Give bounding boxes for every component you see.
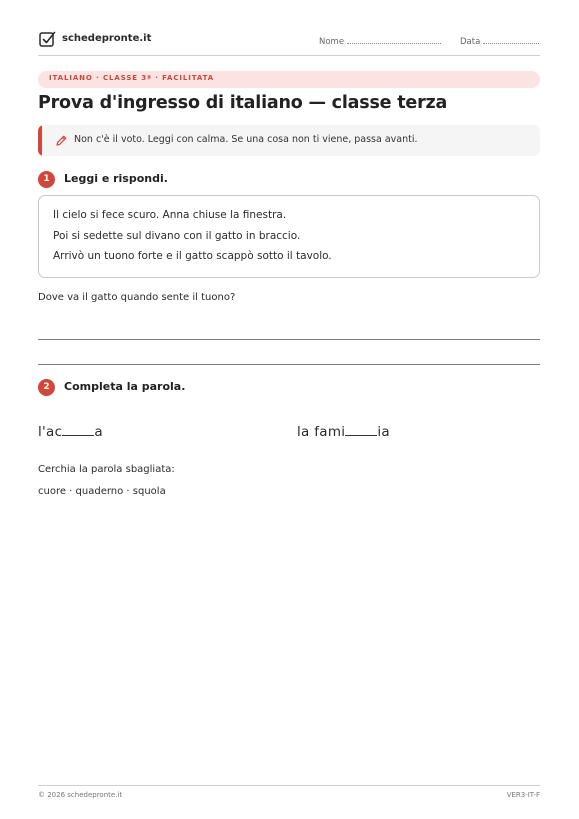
header-divider [38, 55, 540, 56]
section-1-number: 1 [38, 171, 55, 188]
note-accent-bar [38, 125, 42, 156]
reading-passage [38, 195, 540, 278]
note-text: Non c'è il voto. Leggi con calma. Se una cosa non ti viene, passa avanti. [74, 134, 418, 145]
footer-code: VER3-IT-F [506, 791, 540, 799]
section-1-title: Leggi e rispondi. [64, 172, 168, 185]
checkbox-logo-icon [39, 31, 56, 48]
brand-name: schedepronte.it [62, 33, 152, 44]
reading-line: Poi si sedette sul divano con il gatto in braccio. [53, 230, 301, 242]
circle-word-list[interactable]: cuore · quaderno · squola [38, 486, 166, 497]
fill-word-2-end: ia [377, 424, 390, 440]
name-field[interactable] [319, 35, 441, 47]
name-label: Nome [319, 37, 345, 47]
section-2-title: Completa la parola. [64, 380, 186, 393]
reading-line: Arrivò un tuono forte e il gatto scappò sotto il tavolo. [53, 250, 332, 262]
footer-copyright: © 2026 schedepronte.it [38, 791, 123, 799]
date-field[interactable] [460, 35, 539, 47]
section-2-number: 2 [38, 379, 55, 396]
subject-band-label: ITALIANO · CLASSE 3ª · FACILITATA [49, 74, 215, 82]
question-text: Dove va il gatto quando sente il tuono? [38, 292, 236, 303]
footer-divider [38, 785, 540, 786]
reading-line: Il cielo si fece scuro. Anna chiuse la finestra. [53, 209, 287, 221]
fill-word-1 [38, 423, 103, 440]
page-title: Prova d'ingresso di italiano — classe terza [38, 93, 448, 113]
fill-blank[interactable] [62, 423, 94, 436]
answer-line[interactable] [38, 364, 540, 365]
subject-band [38, 71, 540, 88]
date-label: Data [460, 37, 481, 47]
pencil-icon [55, 134, 68, 147]
answer-line[interactable] [38, 339, 540, 340]
fill-word-1-end: a [94, 424, 103, 440]
circle-instruction: Cerchia la parola sbagliata: [38, 464, 175, 475]
fill-word-2-start: la fami [297, 424, 346, 440]
name-blank[interactable] [347, 35, 441, 44]
fill-word-1-start: l'ac [38, 424, 63, 440]
fill-blank[interactable] [345, 423, 377, 436]
instruction-note [38, 125, 540, 156]
date-blank[interactable] [483, 35, 539, 44]
fill-word-2 [297, 423, 390, 440]
